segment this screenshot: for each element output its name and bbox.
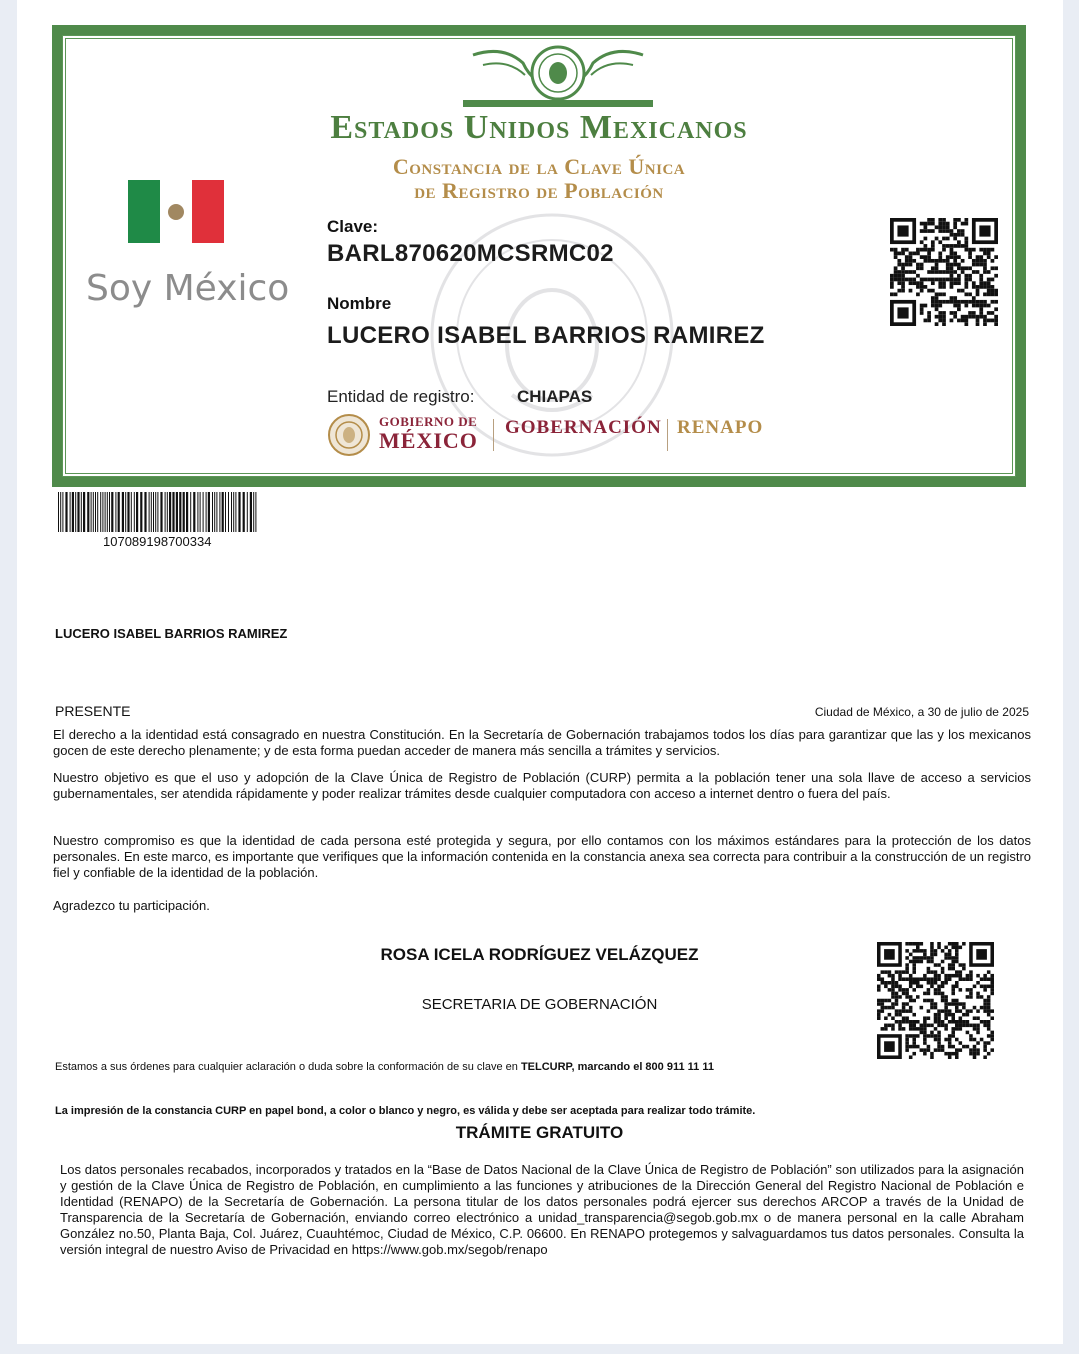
logo-separator (667, 419, 668, 451)
logo-separator (493, 419, 494, 451)
letter-qr-code (877, 942, 994, 1059)
certificate-inner-border (62, 35, 1016, 477)
paragraph-commitment: Nuestro compromiso es que la identidad de cada persona esté protegida y segura, por ello contamos con los máximos estándares para la protección de los datos personales. En este marco, es importante que verifiques que la información contenida en la constancia anexa sea correcta para contribuir a la construcción de un registro fiel y confiable de la identidad de la población. (53, 833, 1031, 880)
curp-certificate (52, 25, 1026, 487)
nombre-value: LUCERO ISABEL BARRIOS RAMIREZ (327, 322, 765, 349)
clave-label: Clave: (327, 217, 379, 236)
contact-line (55, 1059, 714, 1075)
tramite-gratuito: TRÁMITE GRATUITO (455, 1123, 624, 1142)
barcode-number: 107089198700334 (103, 534, 212, 549)
certificate-subtitle-line2: de Registro de Población (414, 178, 664, 203)
validity-note: La impresión de la constancia CURP en papel bond, a color o blanco y negro, es válida y debe ser aceptada para realizar todo trámite. (55, 1105, 756, 1117)
telcurp-phone: TELCURP, marcando el 800 911 11 11 (520, 1061, 714, 1073)
barcode (58, 492, 260, 532)
gobernacion-logo: GOBERNACIÓN (505, 417, 662, 438)
government-logos (327, 413, 827, 463)
entidad-value: CHIAPAS (517, 387, 593, 406)
certificate-body (72, 45, 1006, 467)
soy-mexico-logo: Soy México (86, 268, 290, 309)
paragraph-identity-right: El derecho a la identidad está consagrado en nuestra Constitución. En la Secretaría de Gobernación trabajamos todos los días para garantizar que las y los mexicanos gocen de este derecho plenamente; y de esta forma puedan acceder de manera más sencilla a trámites y servicios. (53, 727, 1031, 758)
gobierno-seal-icon (327, 413, 371, 457)
signer-name: ROSA ICELA RODRÍGUEZ VELÁZQUEZ (380, 945, 699, 964)
certificate-title: Estados Unidos Mexicanos (330, 109, 748, 146)
renapo-logo: RENAPO (677, 417, 764, 438)
privacy-notice: Los datos personales recabados, incorporados y tratados en la “Base de Datos Nacional de la Clave Única de Registro de Población” son utilizados para la asignación y gestión de la Clave Única de Registro de Población, en cumplimiento a las funciones y atribuciones de la Dirección General del Registro Nacional de Población e Identidad (RENAPO) de la Secretaría de Gobernación. La persona titular de los datos personales podrá ejercer sus derechos ARCOP a través de la Unidad de Transparencia de la Secretaría de Gobernación, enviando correo electrónico a unidad_transparencia@segob.gob.mx o de manera personal en la calle Abraham González no.50, Planta Baja, Col. Juárez, Cuauhtémoc, Ciudad de México, C.P. 06600. En RENAPO protegemos y salvaguardamos tus datos personales. Consulta la versión integral de nuestro Aviso de Privacidad en https://www.gob.mx/segob/renapo (60, 1162, 1024, 1257)
contact-text: Estamos a sus órdenes para cualquier aclaración o duda sobre la conformación de su clave en (55, 1061, 521, 1073)
mexico-flag-icon (128, 180, 224, 243)
signer-role: SECRETARIA DE GOBERNACIÓN (421, 996, 658, 1013)
nombre-label: Nombre (327, 294, 392, 313)
certificate-qr-code (890, 218, 998, 326)
mexico-label: MÉXICO (379, 428, 478, 453)
place-date: Ciudad de México, a 30 de julio de 2025 (814, 705, 1029, 719)
presente-label: PRESENTE (55, 703, 131, 719)
clave-value: BARL870620MCSRMC02 (327, 240, 614, 267)
recipient-name: LUCERO ISABEL BARRIOS RAMIREZ (55, 626, 288, 641)
national-crest-ornament (463, 45, 653, 107)
paragraph-objective: Nuestro objetivo es que el uso y adopción de la Clave Única de Registro de Población (CURP) permita a la población tener una sola llave de acceso a servicios gubernamentales, ser atendida rápidamente y poder realizar trámites desde cualquier computadora con acceso a internet dentro o fuera del país. (53, 770, 1031, 801)
certificate-subtitle-line1: Constancia de la Clave Única (392, 154, 686, 179)
closing-line: Agradezco tu participación. (53, 898, 210, 913)
gobierno-de-label: GOBIERNO DE (379, 414, 478, 429)
entidad-label: Entidad de registro: (327, 387, 475, 406)
